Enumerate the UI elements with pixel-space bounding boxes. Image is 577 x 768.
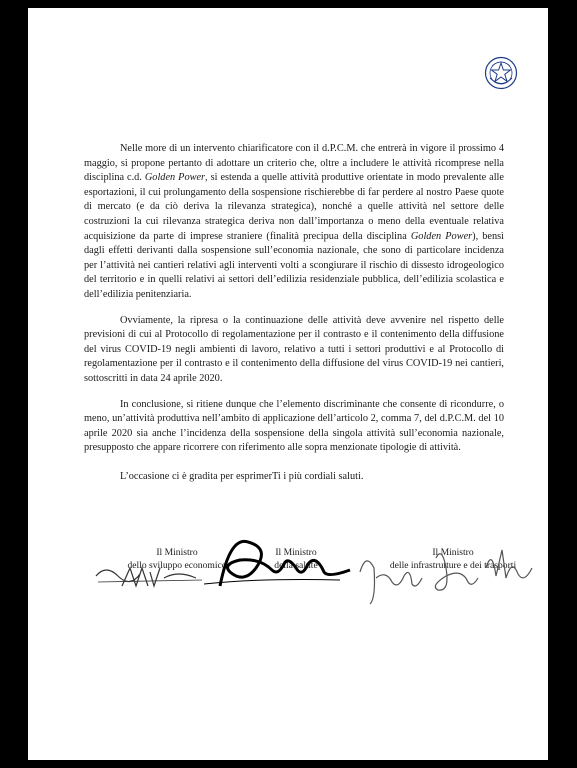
text-segment: ), bensì dagli effetti derivanti dalla sospensione sull’economia nazionale, che sono di particolare incidenza per l’attività nei cantieri relativi agli interventi volti a scongiurare il rischio di dissesto idrogeologico del territorio e in quelli relativi ai settori dell’edilizia residenziale pubblica, dell’edilizia scolastica e dell’edilizia penitenziaria. <box>84 230 504 300</box>
signatory-ministry: dello sviluppo economico <box>127 560 227 571</box>
paragraph-1 <box>84 142 504 303</box>
signatory-title: Il Ministro <box>432 547 474 558</box>
handwritten-signature-infrastructure <box>346 528 546 608</box>
italic-term: Golden Power <box>410 230 473 242</box>
letter-body <box>84 142 504 495</box>
italian-republic-emblem-icon <box>484 56 518 90</box>
text-segment: , si estenda a quelle attività produttive orientate in modo prevalente alle esportazioni, il cui prolungamento della sospensione rischierebbe di far perdere al nostro Paese quote di mercato (e da ciò deriva la rilevanza strategica), nonché a quelle attività nel settore delle costruzioni la cui rilevanza strategica deriva non dall’importanza o meno della eventuale relativa acquisizione da parte di imprese straniere (finalità precipua della disciplina <box>84 172 504 242</box>
handwritten-signature-health <box>200 528 360 592</box>
closing-salutation: L’occasione ci è gradita per esprimerTi i più cordiali saluti. <box>120 470 364 482</box>
signatory-ministry: della salute <box>274 560 318 571</box>
text-segment: Ovviamente, la ripresa o la continuazione delle attività deve avvenire nel rispetto delle previsioni di cui al Protocollo di regolamentazione per il contrasto e il contenimento della diffusione del virus COVID-19 negli ambienti di lavoro, relativo a tutti i settori produttivi e al Protocollo di regolamentazione per il contrasto e il contenimento della diffusione del virus COVID-19 nei cantieri, sottoscritti in data 24 aprile 2020. <box>84 314 504 384</box>
paragraph-2 <box>84 314 504 387</box>
paragraph-3 <box>84 398 504 456</box>
letter-page <box>28 8 548 760</box>
italic-term: Golden Power <box>144 172 206 184</box>
text-segment: In conclusione, si ritiene dunque che l’elemento discriminante che consente di ricondurre, o meno, un’attività produttiva nell’ambito di applicazione dell’articolo 2, comma 7, del d.P.C.M. del 10 aprile 2020 sia anche l’incidenza della sospensione della singola attività sull’economia nazionale, presupposto che appare ricorrere con riferimento alle sopra menzionate tipologie di attività. <box>84 398 504 454</box>
handwritten-signature-economic-development <box>92 556 212 592</box>
signatory-ministry: delle infrastrutture e dei trasporti <box>389 560 517 571</box>
signatory-title: Il Ministro <box>156 547 198 558</box>
text-segment: Nelle more di un intervento chiarificatore con il d.P.C.M. che entrerà in vigore il prossimo 4 maggio, si propone pertanto di adottare un criterio che, oltre a includere le attività ricomprese nella disciplina c.d. <box>84 143 504 184</box>
signatory-title: Il Ministro <box>275 547 317 558</box>
